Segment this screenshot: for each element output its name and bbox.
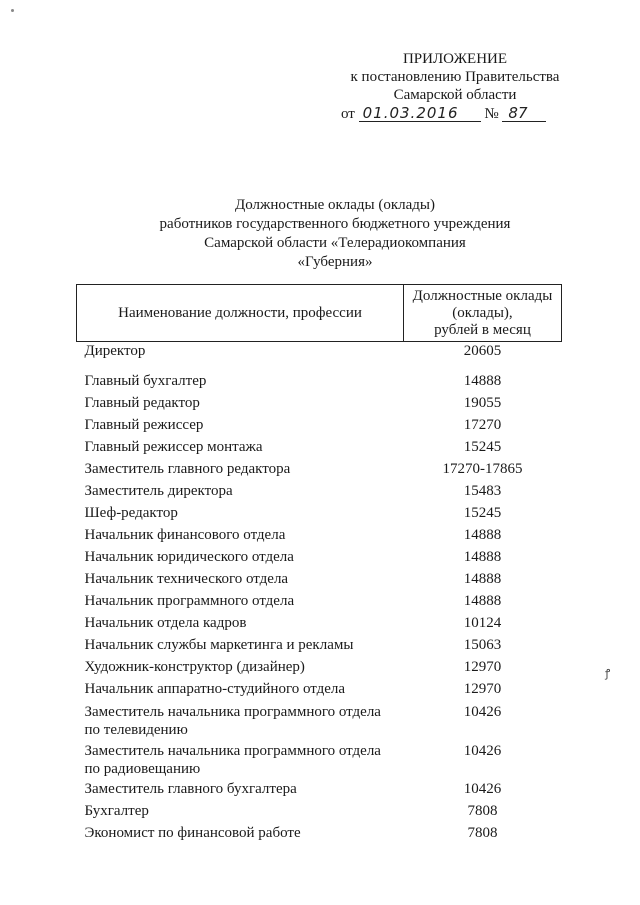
position-name: Главный бухгалтер	[84, 373, 207, 389]
salary-value: 15245	[463, 505, 502, 521]
position-name: Бухгалтер	[84, 803, 149, 819]
appendix-title: ПРИЛОЖЕНИЕ	[402, 51, 508, 67]
table-row	[77, 780, 562, 802]
position-name: Начальник аппаратно-студийного отдела	[84, 681, 346, 697]
position-name: Начальник программного отдела	[84, 593, 295, 609]
position-name: Начальник юридического отдела	[84, 549, 294, 565]
position-name: Художник-конструктор (дизайнер)	[84, 659, 305, 675]
table-row	[77, 460, 562, 482]
position-name: Экономист по финансовой работе	[84, 825, 301, 841]
salary-value: 17270-17865	[442, 461, 523, 477]
table-header-row	[77, 285, 562, 342]
salary-value: 20605	[463, 343, 502, 359]
table-row	[77, 658, 562, 680]
table-row	[77, 802, 562, 824]
position-name: Начальник финансового отдела	[84, 527, 286, 543]
table-row	[77, 438, 562, 460]
header-salary-line-2: (оклады),	[452, 304, 513, 321]
salary-value: 10426	[463, 704, 502, 720]
header-position-name: Наименование должности, профессии	[77, 285, 404, 342]
document-title-line-1: Должностные оклады (оклады)	[234, 197, 436, 213]
salary-value: 17270	[463, 417, 502, 433]
document-title-line-2: работников государственного бюджетного учреждения	[159, 216, 511, 232]
table-row	[77, 372, 562, 394]
table-row	[77, 570, 562, 592]
table-row	[77, 526, 562, 548]
salary-value: 14888	[463, 527, 502, 543]
salary-value: 14888	[463, 571, 502, 587]
position-name: Шеф-редактор	[84, 505, 178, 521]
document-title-line-4: «Губерния»	[297, 254, 373, 270]
header-salary-line-3: рублей в месяц	[434, 321, 531, 338]
salary-value: 12970	[463, 659, 502, 675]
table-row	[77, 824, 562, 846]
salary-value: 7808	[467, 803, 498, 819]
header-salary	[404, 285, 562, 342]
position-name: Заместитель главного редактора	[84, 461, 291, 477]
document-title-line-3: Самарской области «Телерадиокомпания	[204, 235, 466, 251]
number-prefix: №	[484, 106, 499, 122]
table-row	[77, 636, 562, 658]
table-row	[77, 416, 562, 438]
table-row	[77, 504, 562, 526]
position-name: Главный редактор	[84, 395, 200, 411]
position-name: Заместитель начальника программного отдела по телевидению	[84, 704, 381, 738]
position-name: Директор	[84, 343, 146, 359]
table-row	[77, 548, 562, 570]
salary-value: 7808	[467, 825, 498, 841]
position-name: Заместитель директора	[84, 483, 233, 499]
position-name: Заместитель главного бухгалтера	[84, 781, 297, 797]
position-name: Главный режиссер монтажа	[84, 439, 263, 455]
position-name: Начальник службы маркетинга и рекламы	[84, 637, 354, 653]
handwritten-date: 01.03.2016	[359, 106, 481, 122]
salary-value: 15245	[463, 439, 502, 455]
table-row	[77, 680, 562, 702]
handwritten-number: 87	[502, 106, 546, 122]
salary-value: 10426	[463, 743, 502, 759]
position-name: Главный режиссер	[84, 417, 204, 433]
salary-value: 15063	[463, 637, 502, 653]
table-row	[77, 482, 562, 504]
document-title	[100, 196, 570, 272]
row-gap	[77, 364, 562, 372]
table-row	[77, 614, 562, 636]
position-name: Заместитель начальника программного отдела по радиовещанию	[84, 743, 381, 777]
appendix-line-2: Самарской области	[393, 87, 517, 103]
salary-value: 10426	[463, 781, 502, 797]
table-row	[77, 342, 562, 365]
table-row	[77, 741, 562, 780]
appendix-line-1: к постановлению Правительства	[350, 69, 560, 85]
margin-mark: ꝭ	[605, 668, 611, 680]
scan-dot	[11, 9, 14, 12]
appendix-date-line	[300, 105, 610, 123]
salary-value: 12970	[463, 681, 502, 697]
table-row	[77, 702, 562, 741]
table-row	[77, 394, 562, 416]
position-name: Начальник технического отдела	[84, 571, 289, 587]
appendix-block	[300, 50, 610, 123]
salary-value: 10124	[463, 615, 502, 631]
position-name: Начальник отдела кадров	[84, 615, 247, 631]
salary-value: 14888	[463, 373, 502, 389]
salary-value: 19055	[463, 395, 502, 411]
salary-value: 15483	[463, 483, 502, 499]
date-prefix: от	[341, 106, 355, 122]
salary-table	[76, 284, 562, 846]
salary-value: 14888	[463, 549, 502, 565]
salary-value: 14888	[463, 593, 502, 609]
header-salary-line-1: Должностные оклады	[412, 287, 553, 304]
table-row	[77, 592, 562, 614]
